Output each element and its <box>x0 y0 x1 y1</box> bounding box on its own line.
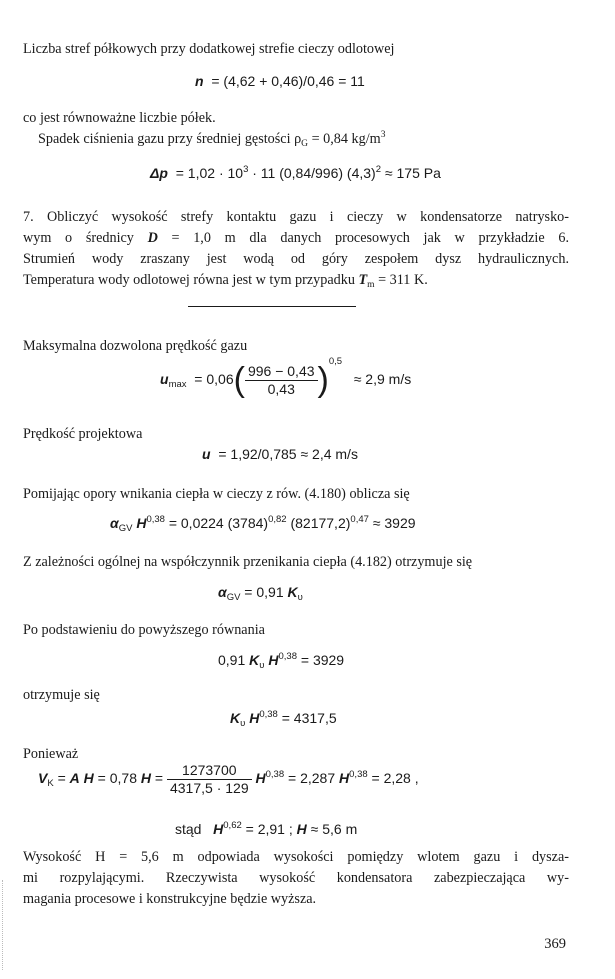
text-line: otrzymuje się <box>23 687 100 703</box>
text-line: 7. Obliczyć wysokość strefy kontaktu gazu i cieczy w kondensatorze natrysko- <box>23 209 569 225</box>
section-divider <box>188 306 356 307</box>
equation-kh: $K_\upsilon$ H$^{0,38}$ = 4317,5 <box>230 709 337 729</box>
text-line: Liczba stref półkowych przy dodatkowej strefie cieczy odlotowej <box>23 41 395 57</box>
text-line: Prędkość projektowa <box>23 426 143 442</box>
text-line: Temperatura wody odlotowej równa jest w tym przypadku $T_m = 311$ K. <box>23 272 428 290</box>
text-line: Ponieważ <box>23 746 79 762</box>
equation-stad: stąd H$^{0,62}$ = 2,91 ; H ≈ 5,6 m <box>175 820 358 837</box>
scan-edge <box>2 880 5 970</box>
equation-alpha2: $\alpha_{GV} = 0,91$ $K_\upsilon$ <box>218 584 303 603</box>
page-number: 369 <box>544 936 566 952</box>
text-line: Po podstawieniu do powyższego równania <box>23 622 265 638</box>
text-line: Pomijając opory wnikania ciepła w cieczy z rów. (4.180) oblicza się <box>23 486 410 502</box>
text-line: Wysokość H = 5,6 m odpowiada wysokości pomiędzy wlotem gazu i dysza- <box>23 849 569 865</box>
text-line: Spadek ciśnienia gazu przy średniej gęstości $\rho_G = 0,84$ $kg/m^3$ <box>38 130 386 149</box>
text-line: Z zależności ogólnej na współczynnik przenikania ciepła (4.182) otrzymuje się <box>23 554 473 570</box>
text-line: Maksymalna dozwolona prędkość gazu <box>23 338 248 354</box>
text-line: co jest równoważne liczbie półek. <box>23 110 216 126</box>
equation-vk: $V_K = A$ H = 0,78 H = $\frac{1273700}{4317,5 \cdot 129}$ H$^{0,38}$ = 2,287 H$^{0,38}$ = 2,28 , <box>38 762 419 796</box>
equation-u: u = 1,92/0,785 ≈ 2,4 m/s <box>202 446 358 462</box>
text-line: Strumień wody zraszany jest wodą od góry zespołem dysz hydraulicznych. <box>23 251 569 267</box>
text-line: wym o średnicy D = 1,0 m dla danych procesowych jak w przykładzie 6. <box>23 230 569 246</box>
equation-umax: $u_{max} = 0,06$( $\frac{996 - 0,43}{0,43}$ )$^{0,5}$ ≈ 2,9 m/s <box>160 356 412 400</box>
equation-n: n = (4,62 + 0,46)/0,46 = 11 <box>195 73 365 89</box>
equation-alpha: $\alpha_{GV}$ H$^{0,38}$ = 0,0224 $(3784)^{0,82}$ $(82177,2)^{0,47} \approx 3929$ <box>110 514 416 534</box>
text-line: magania procesowe i konstrukcyjne będzie wyższa. <box>23 891 317 907</box>
text-line: mi rozpylającymi. Rzeczywista wysokość kondensatora zabezpieczająca wy- <box>23 870 569 886</box>
equation-substituted: 0,91 $K_\upsilon$ H$^{0,38}$ = 3929 <box>218 651 345 671</box>
equation-dp: $\Delta p = 1,02 \cdot 10^3 \cdot 11$ (0,84/996) $(4,3)^2 \approx 175$ Pa <box>150 164 441 181</box>
